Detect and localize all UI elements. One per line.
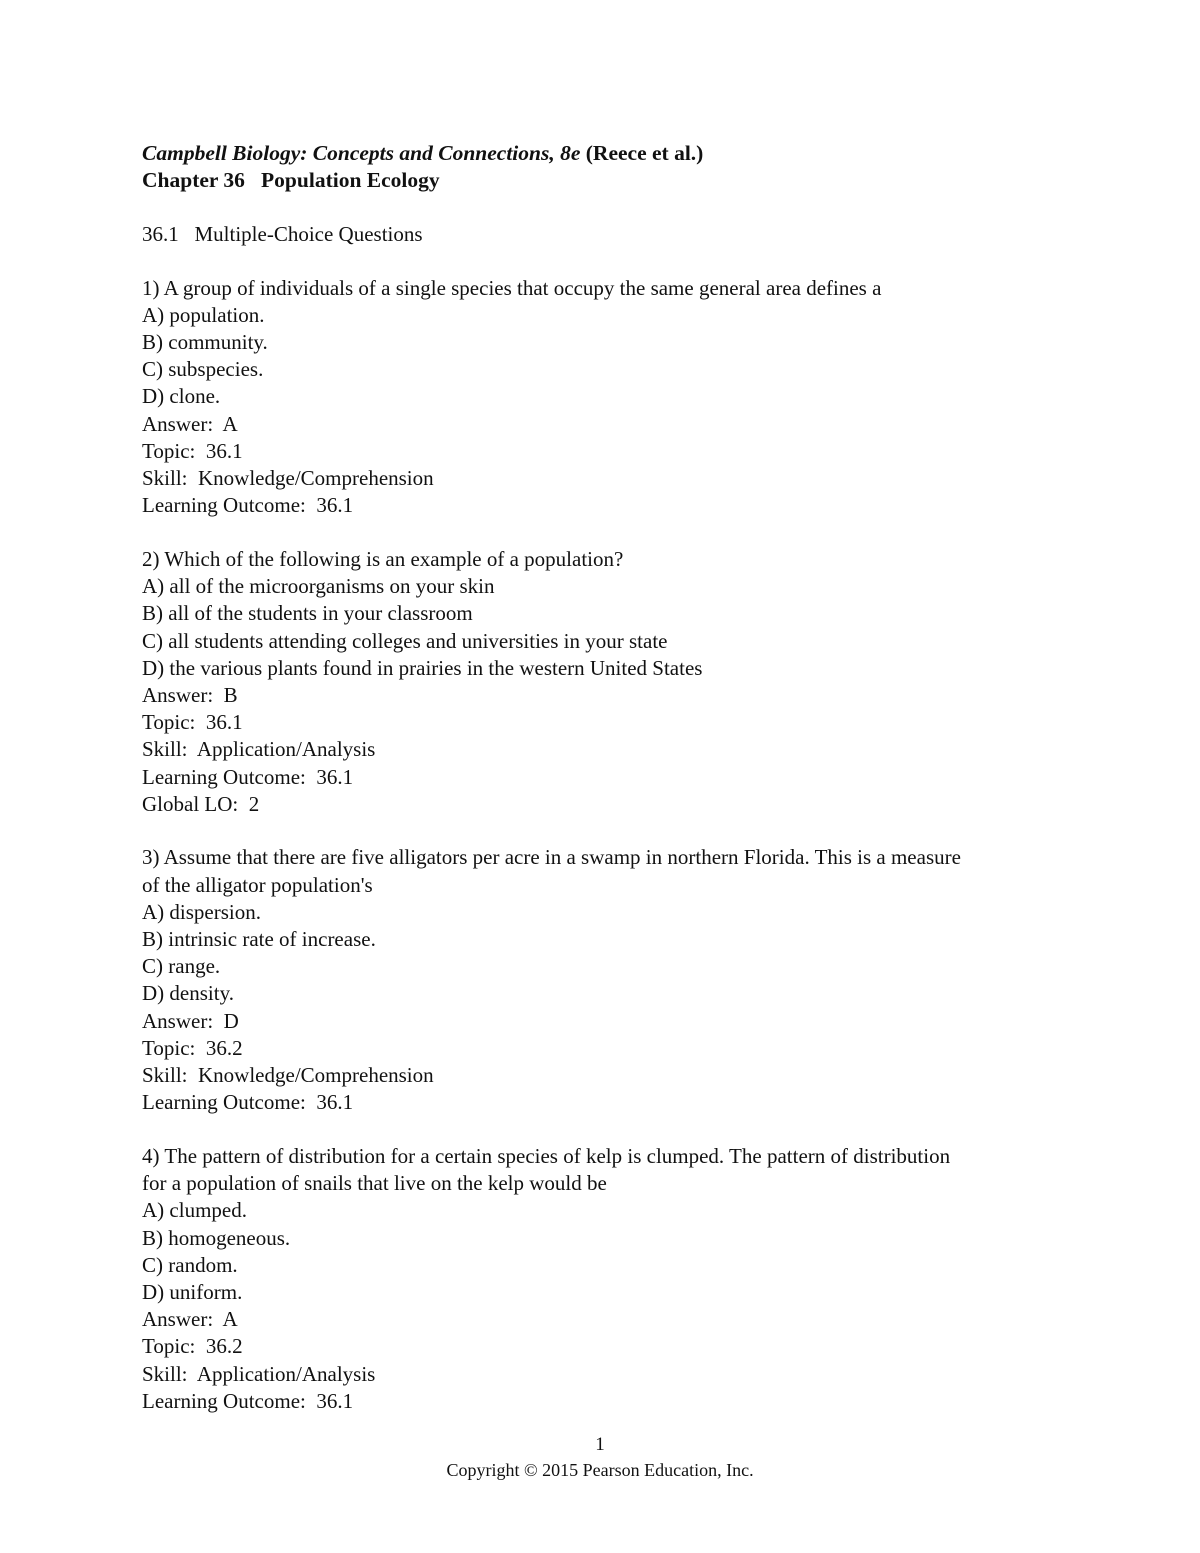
section-heading: 36.1 Multiple-Choice Questions: [142, 221, 423, 246]
question-metadata: Global LO: 2: [142, 791, 260, 816]
answer-choice: D) clone.: [142, 384, 221, 409]
spacer: [142, 818, 1082, 845]
answer-choice: B) community.: [142, 330, 268, 355]
spacer: [142, 194, 1082, 221]
spacer: [142, 519, 1082, 546]
page-number: 1: [595, 1434, 605, 1455]
answer-choice: A) population.: [142, 302, 265, 327]
question-stem: 1) A group of individuals of a single species that occupy the same general area defines a: [142, 275, 882, 300]
question-3: [142, 844, 1082, 1116]
question-metadata: Learning Outcome: 36.1: [142, 764, 354, 789]
answer-choice: A) dispersion.: [142, 899, 261, 924]
answer-choice: C) range.: [142, 954, 221, 979]
question-list: [142, 275, 1082, 1415]
question-metadata: Skill: Application/Analysis: [142, 737, 376, 762]
question-metadata: Learning Outcome: 36.1: [142, 493, 354, 518]
question-metadata: Learning Outcome: 36.1: [142, 1388, 354, 1413]
answer-choice: D) the various plants found in prairies in the western United States: [142, 655, 703, 680]
question-metadata: Learning Outcome: 36.1: [142, 1090, 354, 1115]
book-title-line: [142, 140, 1082, 167]
page-content: [142, 140, 1082, 1415]
question-metadata: Topic: 36.2: [142, 1334, 243, 1359]
question-metadata: Skill: Knowledge/Comprehension: [142, 466, 434, 491]
book-title: Campbell Biology: Concepts and Connections, 8e: [142, 141, 581, 165]
question-stem: 4) The pattern of distribution for a certain species of kelp is clumped. The pattern of distribution: [142, 1144, 951, 1168]
question-metadata: Topic: 36.1: [142, 438, 243, 463]
question-metadata: Answer: D: [142, 1008, 239, 1033]
chapter-title: Chapter 36 Population Ecology: [142, 168, 440, 193]
answer-choice: D) density.: [142, 981, 234, 1006]
question-metadata: Topic: 36.1: [142, 710, 243, 735]
question-stem: of the alligator population's: [142, 872, 373, 897]
question-metadata: Answer: B: [142, 682, 238, 707]
answer-choice: A) clumped.: [142, 1198, 247, 1223]
copyright-notice: Copyright © 2015 Pearson Education, Inc.: [446, 1460, 754, 1480]
question-1: [142, 275, 1082, 520]
question-metadata: Skill: Knowledge/Comprehension: [142, 1063, 434, 1088]
question-stem: 2) Which of the following is an example of a population?: [142, 546, 624, 571]
question-metadata: Answer: A: [142, 411, 238, 436]
spacer: [142, 248, 1082, 275]
answer-choice: B) homogeneous.: [142, 1225, 291, 1250]
answer-choice: D) uniform.: [142, 1280, 243, 1305]
question-4: [142, 1143, 1082, 1415]
answer-choice: C) random.: [142, 1252, 238, 1277]
answer-choice: C) all students attending colleges and universities in your state: [142, 628, 668, 653]
answer-choice: C) subspecies.: [142, 357, 264, 382]
question-metadata: Answer: A: [142, 1307, 238, 1332]
question-metadata: Topic: 36.2: [142, 1035, 243, 1060]
question-stem: for a population of snails that live on the kelp would be: [142, 1171, 607, 1196]
spacer: [142, 1117, 1082, 1144]
answer-choice: B) all of the students in your classroom: [142, 601, 473, 626]
book-authors: (Reece et al.): [580, 141, 704, 165]
answer-choice: B) intrinsic rate of increase.: [142, 927, 376, 952]
question-stem: 3) Assume that there are five alligators per acre in a swamp in northern Florida. This is a measure: [142, 845, 961, 870]
answer-choice: A) all of the microorganisms on your skin: [142, 574, 495, 599]
question-metadata: Skill: Application/Analysis: [142, 1361, 376, 1386]
question-2: [142, 546, 1082, 818]
